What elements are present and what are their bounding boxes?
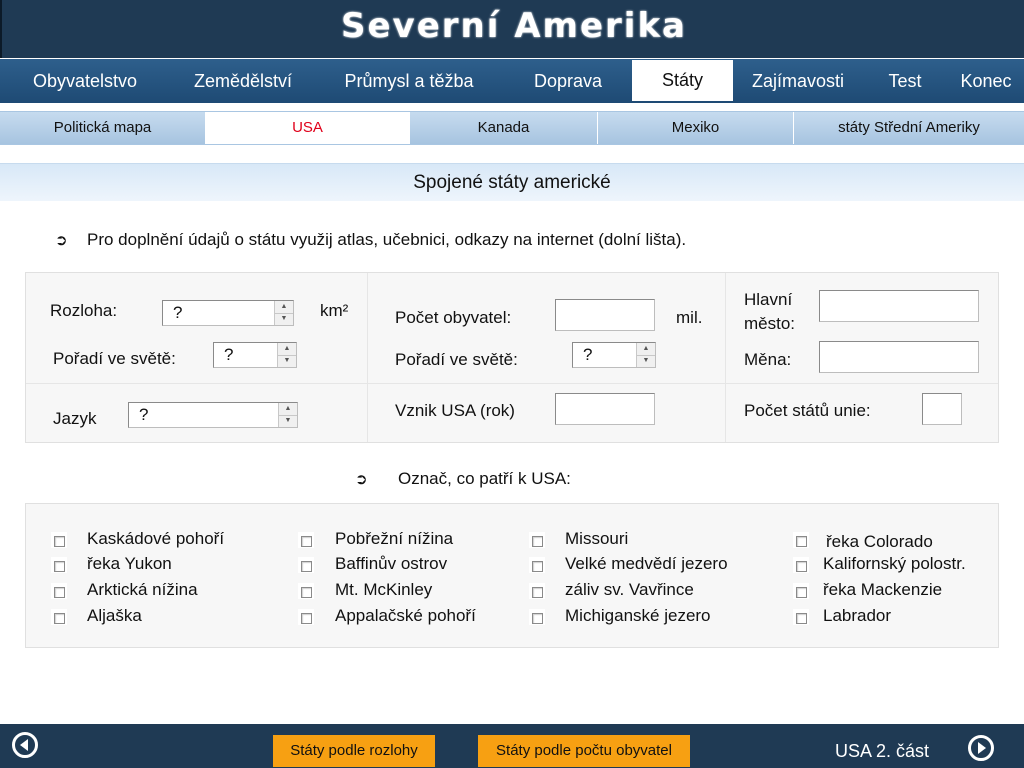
check-item: Kaskádové pohoří [87, 529, 225, 548]
check-item: Kalifornský polostr. [823, 554, 966, 573]
subtab-mexiko[interactable]: Mexiko [598, 112, 794, 144]
spin-up-icon[interactable]: ▲ [275, 301, 293, 314]
check-item: řeka Mackenzie [823, 580, 943, 599]
section-title-bar [0, 163, 1024, 201]
currency-field[interactable] [819, 341, 979, 373]
area-rank-label: Pořadí ve světě: [53, 349, 176, 368]
checkbox[interactable] [532, 536, 543, 547]
app-title: Severní Amerika [340, 6, 687, 46]
check-item: záliv sv. Vavřince [565, 580, 694, 599]
bullet-arrow-icon: ➲ [55, 232, 68, 249]
nav-test[interactable]: Test [888, 71, 922, 91]
checkbox[interactable] [532, 561, 543, 572]
area-rank-spinner[interactable] [213, 342, 297, 368]
check-item: Michiganské jezero [565, 606, 711, 625]
language-label: Jazyk [53, 409, 97, 428]
instruction-text: Pro doplnění údajů o státu využij atlas, učebnici, odkazy na internet (dolní lišta). [87, 230, 687, 249]
spin-down-icon[interactable]: ▼ [283, 357, 291, 364]
checkbox[interactable] [54, 613, 65, 624]
spin-down-icon[interactable]: ▼ [642, 357, 650, 364]
divider [725, 273, 726, 442]
arrow-right-icon [971, 738, 991, 758]
nav-zemedelstvi[interactable]: Zemědělství [193, 71, 293, 91]
area-value: ? [173, 303, 183, 322]
pop-rank-label: Pořadí ve světě: [395, 350, 518, 369]
sub-nav [0, 111, 1024, 145]
checkbox[interactable] [532, 613, 543, 624]
divider [367, 273, 368, 442]
checklist-instruction: Označ, co patří k USA: [398, 469, 571, 488]
check-item: Aljaška [87, 606, 142, 625]
spin-down-icon[interactable]: ▼ [280, 315, 288, 322]
nav-doprava[interactable]: Doprava [533, 71, 603, 91]
checkbox[interactable] [796, 536, 807, 547]
population-field[interactable] [555, 299, 655, 331]
spin-up-icon[interactable]: ▲ [279, 403, 297, 416]
currency-label: Měna: [744, 350, 792, 369]
check-item: Arktická nížina [87, 580, 198, 599]
capital-label-line1: Hlavní [744, 290, 793, 309]
nav-konec[interactable]: Konec [960, 71, 1012, 91]
check-item: řeka Colorado [826, 532, 933, 551]
area-spinner[interactable] [162, 300, 294, 326]
nav-staty[interactable]: Státy [632, 60, 733, 101]
checkbox[interactable] [54, 587, 65, 598]
checkbox[interactable] [301, 536, 312, 547]
checkbox[interactable] [301, 561, 312, 572]
subtab-politicka-mapa[interactable]: Politická mapa [0, 112, 206, 144]
area-label: Rozloha: [50, 301, 118, 320]
subtab-usa[interactable]: USA [206, 112, 410, 144]
check-item: řeka Yukon [87, 554, 172, 573]
founded-field[interactable] [555, 393, 655, 425]
population-unit: mil. [676, 308, 703, 327]
arrow-left-icon [15, 735, 35, 755]
spin-up-icon[interactable]: ▲ [278, 343, 296, 356]
check-item: Appalačské pohoří [335, 606, 476, 625]
states-by-population-button[interactable]: Státy podle počtu obyvatel [478, 735, 690, 767]
states-count-label: Počet států unie: [744, 401, 871, 420]
nav-zajimavosti[interactable]: Zajímavosti [751, 71, 845, 91]
founded-label: Vznik USA (rok) [395, 401, 515, 420]
page-label: USA 2. část [835, 741, 930, 761]
spin-up-icon[interactable]: ▲ [637, 343, 655, 356]
check-item: Pobřežní nížina [335, 529, 454, 548]
pop-rank-spinner[interactable] [572, 342, 656, 368]
states-by-area-button[interactable]: Státy podle rozlohy [273, 735, 435, 767]
language-value: ? [139, 405, 149, 424]
area-unit: km² [320, 301, 349, 320]
checkbox[interactable] [301, 587, 312, 598]
nav-obyvatelstvo[interactable]: Obyvatelstvo [32, 71, 138, 91]
check-item: Labrador [823, 606, 892, 625]
pop-rank-value: ? [583, 345, 593, 364]
states-count-field[interactable] [922, 393, 962, 425]
header-bar [0, 0, 1024, 58]
checkbox[interactable] [54, 536, 65, 547]
checkbox[interactable] [796, 613, 807, 624]
check-item: Mt. McKinley [335, 580, 433, 599]
population-label: Počet obyvatel: [395, 308, 512, 327]
check-item: Velké medvědí jezero [565, 554, 728, 573]
checkbox[interactable] [796, 561, 807, 572]
checkbox[interactable] [301, 613, 312, 624]
subtab-kanada[interactable]: Kanada [410, 112, 598, 144]
main-nav [0, 59, 1024, 103]
bullet-arrow-icon: ➲ [355, 471, 368, 488]
capital-label-line2: město: [744, 314, 796, 333]
language-spinner[interactable] [128, 402, 298, 428]
check-item: Missouri [565, 529, 629, 548]
area-rank-value: ? [224, 345, 234, 364]
section-title: Spojené státy americké [413, 172, 611, 193]
checkbox[interactable] [532, 587, 543, 598]
checkbox[interactable] [796, 587, 807, 598]
checkbox[interactable] [54, 561, 65, 572]
check-item: Baffinův ostrov [335, 554, 448, 573]
prev-page-button[interactable] [12, 732, 38, 758]
subtab-staty-stredni-ameriky[interactable]: státy Střední Ameriky [794, 112, 1024, 144]
capital-field[interactable] [819, 290, 979, 322]
next-page-button[interactable] [968, 735, 994, 761]
divider [26, 383, 998, 384]
spin-down-icon[interactable]: ▼ [284, 417, 292, 424]
nav-prumysl-a-tezba[interactable]: Průmysl a těžba [344, 71, 474, 91]
checklist-panel [25, 503, 999, 648]
